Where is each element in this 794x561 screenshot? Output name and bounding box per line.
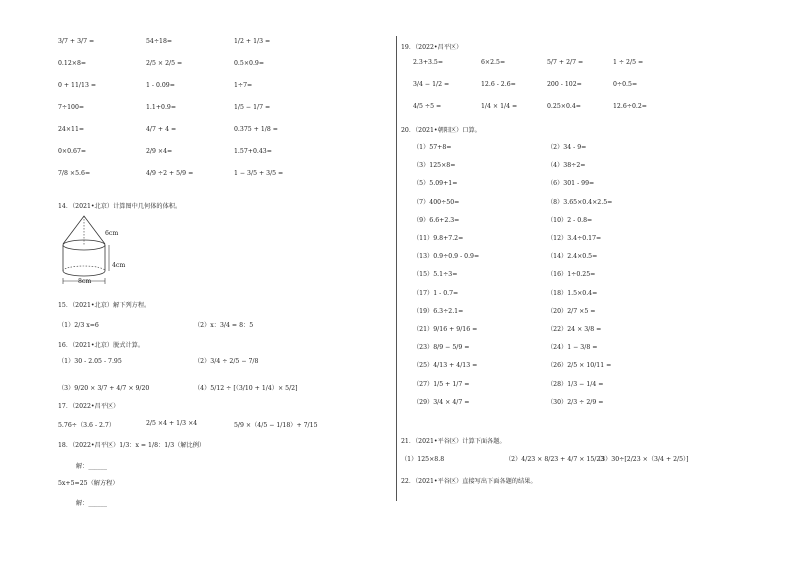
calc-item: （14）2.4×0.5= — [547, 253, 598, 261]
fig-label-d: 8cm — [78, 278, 92, 285]
calc-item: 1/2 + 1/3 = — [234, 38, 271, 45]
calc-item: 0.25×0.4= — [547, 103, 581, 110]
column-divider — [396, 36, 397, 501]
calc-item: （29）3/4 × 4/7 = — [413, 398, 470, 406]
calc-item: 6×2.5= — [481, 59, 506, 66]
q18-answer-line2: 解：______ — [76, 500, 107, 507]
calc-item: （4）38÷2= — [547, 162, 586, 170]
calc-item: （27）1/5 + 1/7 = — [413, 380, 470, 388]
calc-item: 0 + 11/13 = — [58, 82, 97, 89]
calc-item: （26）2/5 × 10/11 = — [547, 362, 612, 370]
q17-part1: 5.76÷（3.6 - 2.7） — [58, 422, 116, 429]
q16-part4: （4）5/12 ÷ [（3/10 + 1/4）× 5/2] — [194, 385, 298, 392]
q16-part1: （1）30 - 2.05 - 7.95 — [58, 358, 122, 365]
q16-part2: （2）3/4 ÷ 2/5 − 7/8 — [194, 358, 259, 365]
q21-heading: 21．（2021•平谷区）计算下面各题。 — [401, 438, 506, 445]
calc-item: 1 ÷ 2/5 = — [613, 59, 644, 66]
calc-item: 5/7 + 2/7 = — [547, 59, 584, 66]
calc-item: 2/9 ×4= — [146, 148, 173, 155]
calc-item: （2）34 - 9= — [547, 144, 587, 151]
calc-item: 1.1+0.9= — [146, 104, 177, 111]
calc-item: 7/8 ×5.6= — [58, 170, 91, 177]
q15-part1: （1）2/3 x=6 — [58, 322, 99, 329]
q17-part3: 5/9 ×（4/5 − 1/18）+ 7/15 — [234, 422, 318, 429]
q21-part2: （2）4/23 × 8/23 + 4/7 × 15/23 — [505, 456, 605, 463]
calc-item: 54÷18= — [146, 38, 173, 45]
calc-item: 200 - 102= — [547, 81, 582, 88]
calc-item: （5）5.09+1= — [413, 180, 458, 188]
calc-item: 1÷7= — [234, 82, 253, 89]
fig-label-h1: 6cm — [105, 230, 119, 237]
calc-item: 1/5 − 1/7 = — [234, 104, 271, 111]
q18-heading: 18．（2022•昌平区）1/3：x = 1/8：1/3（解比例） — [58, 442, 206, 449]
calc-item: （22）24 × 3/8 = — [547, 326, 602, 333]
calc-item: （15）5.1÷3= — [413, 271, 458, 279]
calc-item: 24×11= — [58, 126, 85, 133]
calc-item: 0.12×8= — [58, 60, 87, 67]
calc-item: 0×0.67= — [58, 148, 87, 155]
calc-item: （21）9/16 + 9/16 = — [413, 326, 478, 333]
q17-heading: 17．（2022•昌平区） — [58, 403, 120, 410]
q16-heading: 16．（2021•北京）脱式计算。 — [58, 342, 145, 349]
calc-item: 3/7 + 3/7 = — [58, 38, 95, 45]
fig-label-h2: 4cm — [112, 262, 126, 269]
calc-item: 2.3+3.5= — [413, 59, 444, 66]
calc-item: （19）6.3÷2.1= — [413, 307, 464, 315]
q19-heading: 19．（2022•昌平区） — [401, 44, 463, 51]
q21-part3: （3）30÷[2/23 ×（3/4 + 2/5）] — [595, 456, 689, 463]
q18-part2: 5x+5=25（解方程） — [58, 480, 119, 487]
calc-item: （24）1 − 3/8 = — [547, 344, 598, 352]
q17-part2: 2/5 ×4 + 1/3 ×4 — [146, 420, 198, 427]
calc-item: 1 − 3/5 + 3/5 = — [234, 170, 284, 177]
calc-item: 1 - 0.09= — [146, 82, 175, 89]
q22-heading: 22．（2021•平谷区）直接写出下面各题的结果。 — [401, 478, 537, 485]
q18-answer-line1: 解：______ — [76, 463, 107, 470]
calc-item: 12.6÷0.2= — [613, 103, 647, 110]
calc-item: （7）400÷50= — [413, 198, 460, 206]
calc-item: 12.6 - 2.6= — [481, 81, 516, 88]
q15-heading: 15．（2021•北京）解下列方程。 — [58, 302, 151, 309]
calc-item: （17）1 - 0.7= — [413, 289, 459, 297]
calc-item: （18）1.5×0.4= — [547, 289, 598, 297]
calc-item: 3/4 − 1/2 = — [413, 81, 450, 88]
calc-item: （1）57+8= — [413, 144, 452, 151]
calc-item: （28）1/3 − 1/4 = — [547, 380, 604, 388]
calc-item: （10）2 - 0.8= — [547, 216, 593, 224]
calc-item: （30）2/3 ÷ 2/9 = — [547, 398, 604, 406]
calc-item: （25）4/13 + 4/13 = — [413, 362, 478, 370]
calc-item: （9）6.6+2.3= — [413, 216, 460, 224]
calc-item: 0÷0.5= — [613, 81, 638, 88]
calc-item: 4/9 ÷2 + 5/9 = — [146, 170, 194, 177]
calc-item: （23）8/9 − 5/9 = — [413, 344, 470, 352]
calc-item: 2/5 × 2/5 = — [146, 60, 183, 67]
calc-item: （8）3.65×0.4×2.5= — [547, 198, 613, 206]
q16-part3: （3）9/20 × 3/7 + 4/7 × 9/20 — [58, 385, 150, 392]
calc-item: 4/5 ÷5 = — [413, 103, 442, 110]
calc-item: 4/7 + 4 = — [146, 126, 177, 133]
q15-part2: （2）x：3/4 = 8：5 — [194, 322, 254, 329]
calc-item: （3）125×8= — [413, 162, 456, 170]
calc-item: 1/4 × 1/4 = — [481, 103, 518, 110]
q20-heading: 20．（2021•朝阳区）口算。 — [401, 127, 481, 134]
calc-item: 0.5×0.9= — [234, 60, 265, 67]
cone-cylinder-figure — [58, 212, 138, 292]
calc-item: （20）2/7 ×5 = — [547, 307, 596, 315]
q21-part1: （1）125×8.8 — [401, 456, 445, 463]
calc-item: 1.57+0.43= — [234, 148, 272, 155]
calc-item: （16）1÷0.25= — [547, 271, 596, 279]
calc-item: 0.375 + 1/8 = — [234, 126, 278, 133]
calc-item: （13）0.9÷0.9 - 0.9= — [413, 253, 480, 261]
calc-item: （6）301 - 99= — [547, 180, 595, 188]
calc-item: 7÷100= — [58, 104, 85, 111]
calc-item: （12）3.4÷0.17= — [547, 235, 602, 242]
q14-heading: 14．（2021•北京）计算图中几何体的体积。 — [58, 203, 182, 210]
calc-item: （11）9.8+7.2= — [413, 235, 464, 242]
